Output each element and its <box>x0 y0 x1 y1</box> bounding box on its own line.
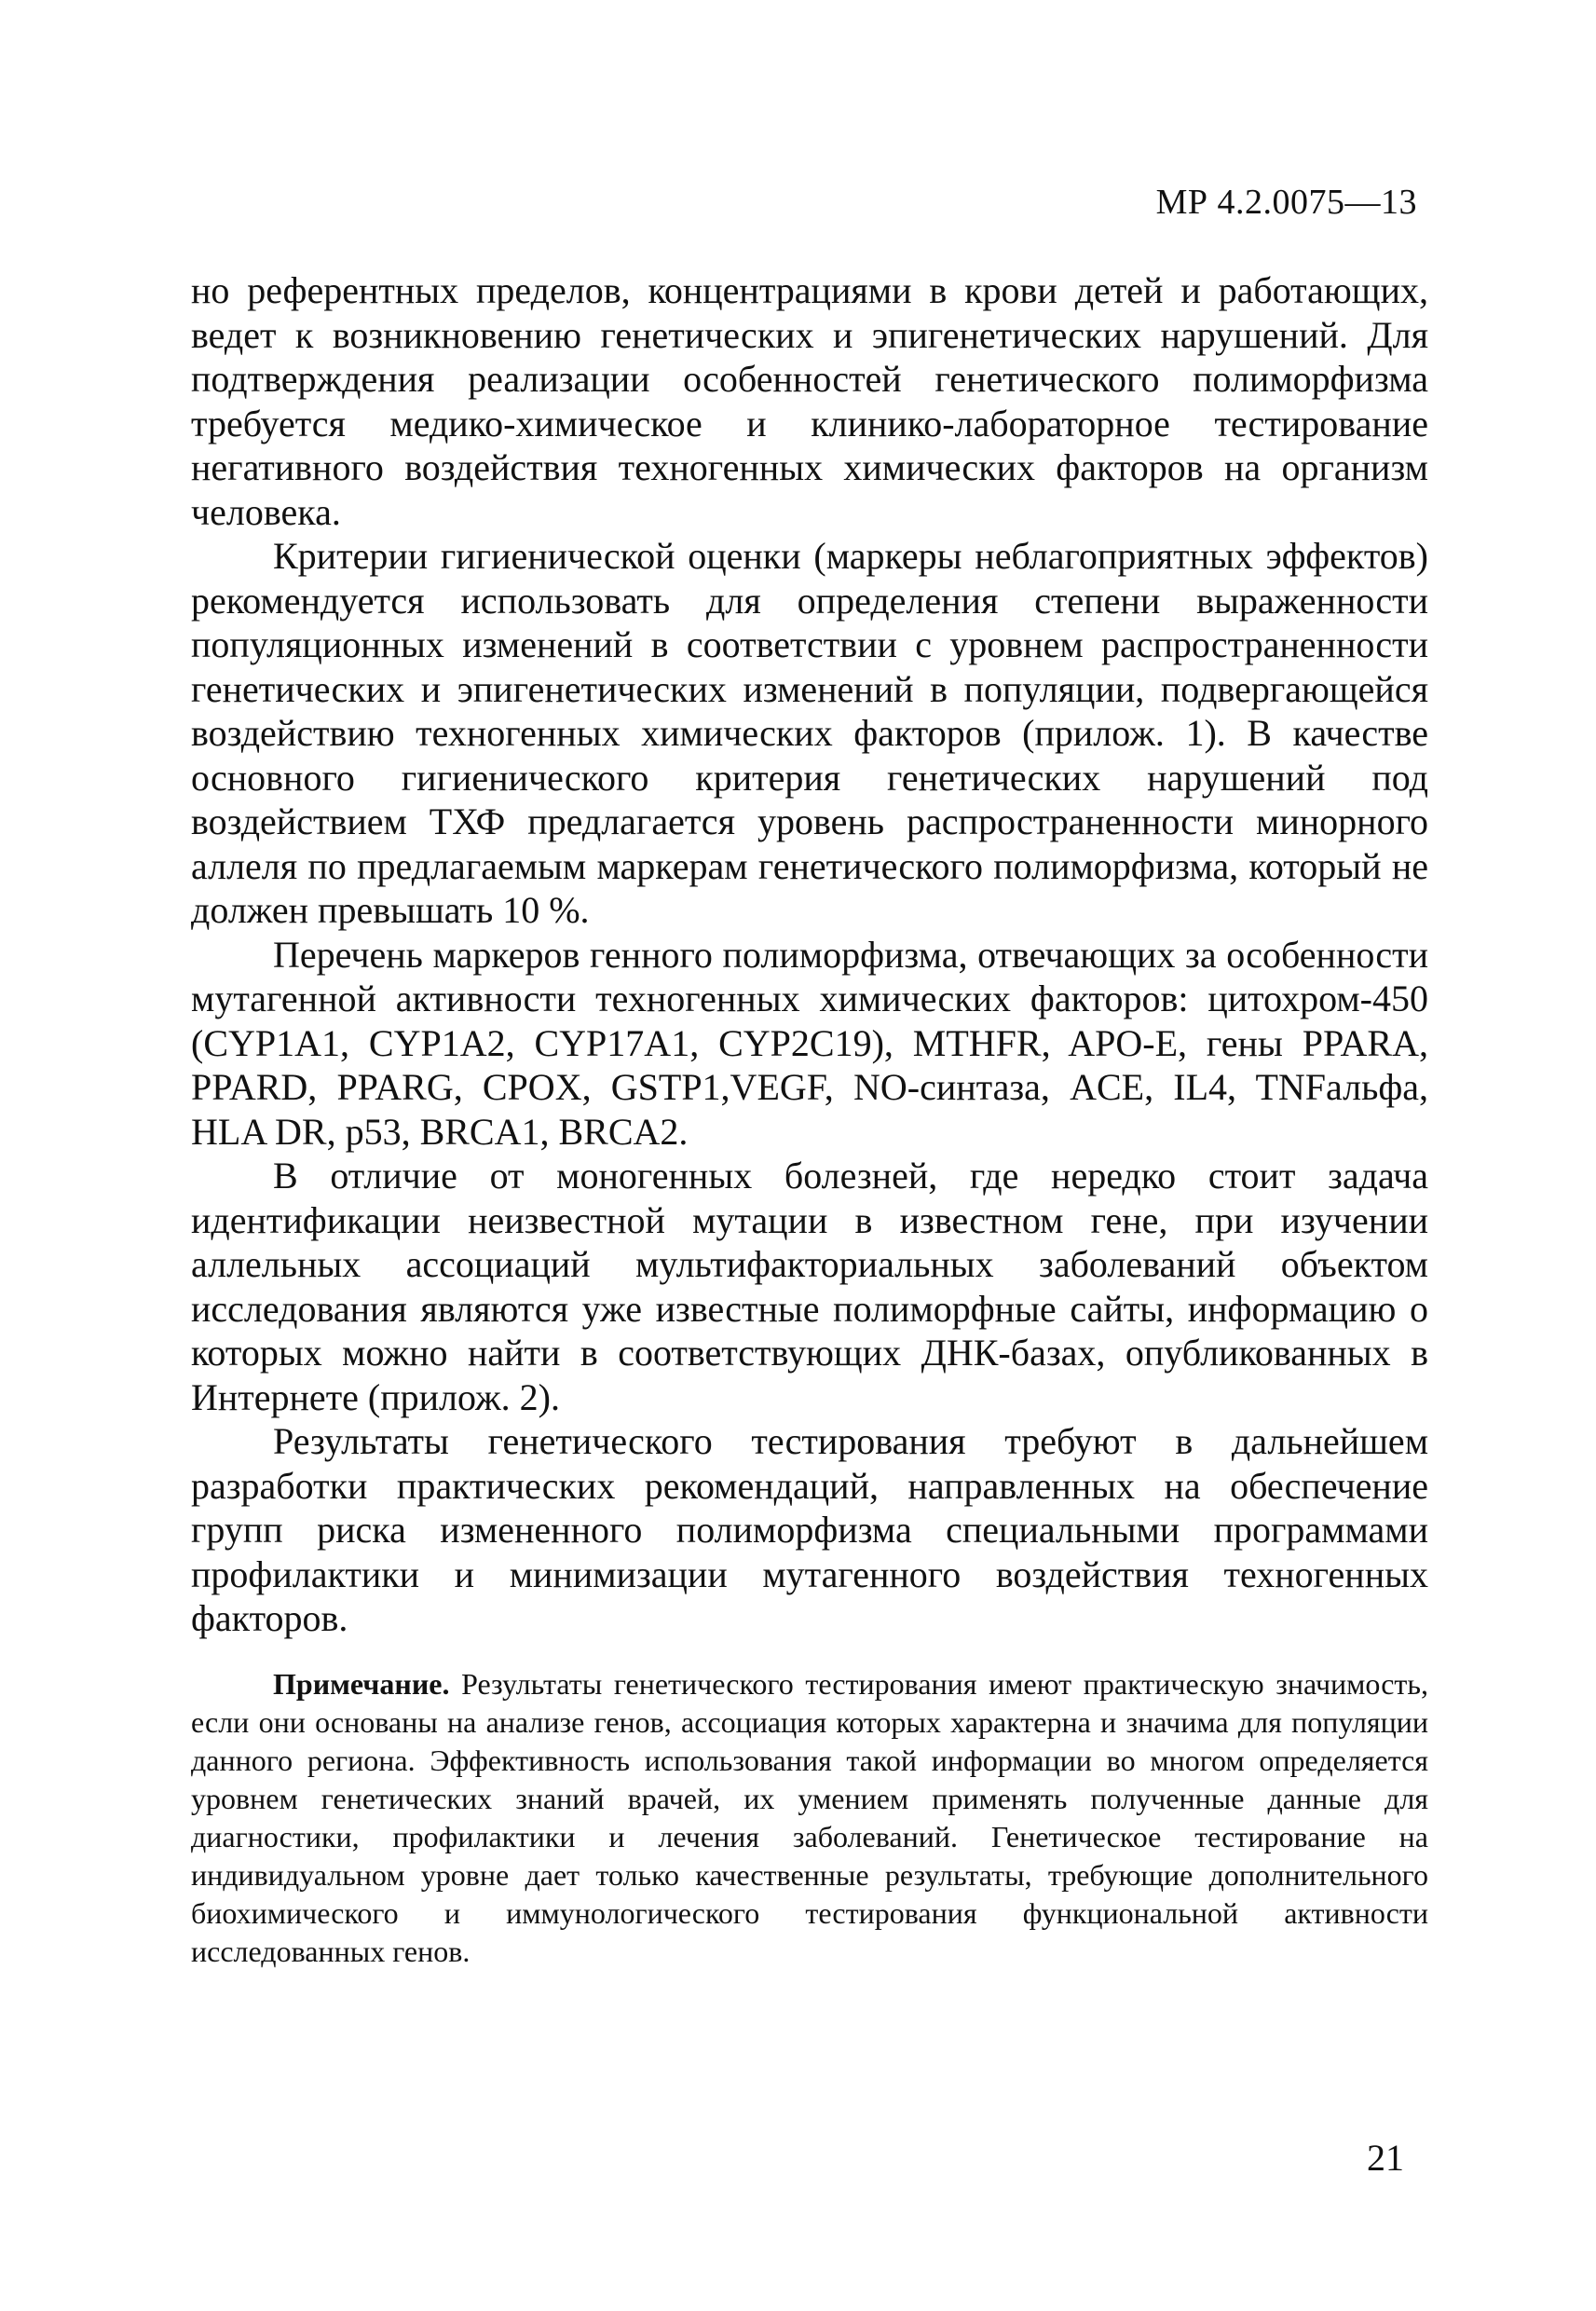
page-number: 21 <box>1367 2137 1404 2179</box>
note <box>191 1665 1428 1971</box>
note-label: Примечание. <box>273 1666 450 1701</box>
paragraph-continuation: но референтных пределов, концентрациями в крови детей и работающих, ведет к возникновению генетических и эпигенетических нарушений. Для подтверждения реализации особенностей генетического полиморфизма требуется медико-химическое и клинико-лабораторное тестирование негативного воздействия техногенных химических факторов на организм человека. <box>191 269 1428 533</box>
paragraph-results: Результаты генетического тестирования требуют в дальнейшем разработки практических рекомендаций, направленных на обеспечение групп риска измененного полиморфизма специальными программами профилактики и минимизации мутагенного воздействия техногенных факторов. <box>191 1420 1428 1639</box>
paragraph-monogenic: В отличие от моногенных болезней, где нередко стоит задача идентификации неизвестной мутации в известном гене, при изучении аллельных ассоциаций мультифакториальных заболеваний объектом исследования являются уже известные полиморфные сайты, информацию о которых можно найти в соответствующих ДНК-базах, опубликованных в Интернете (прилож. 2). <box>191 1155 1428 1418</box>
body-text <box>191 268 1428 1971</box>
paragraph-criteria: Критерии гигиенической оценки (маркеры неблагоприятных эффектов) рекомендуется использовать для определения степени выраженности популяционных изменений в соответствии с уровнем распространенности генетических и эпигенетических изменений в популяции, подвергающейся воздействию техногенных химических факторов (прилож. 1). В качестве основного гигиенического критерия генетических нарушений под воздействием ТХФ предлагается уровень распространенности минорного аллеля по предлагаемым маркерам генетического полиморфизма, который не должен превышать 10 %. <box>191 535 1428 931</box>
paragraph-markers-list: Перечень маркеров генного полиморфизма, отвечающих за особенности мутагенной активности техногенных химических факторов: цитохром-450 (CYP1A1, CYP1A2, CYP17A1, CYP2C19), MTHFR, APO-E, гены PPARA, PPARD, PPARG, CPOX, GSTP1,VEGF, NO-синтаза, ACE, IL4, TNFальфа, HLA DR, p53, BRCA1, BRCA2. <box>191 933 1428 1153</box>
note-text: Результаты генетического тестирования имеют практическую значимость, если они основаны на анализе генов, ассоциация которых характерна и значима для популяции данного региона. Эффективность использования такой информации во многом определяется уровнем генетических знаний врачей, их умением применять полученные данные для диагностики, профилактики и лечения заболеваний. Генетическое тестирование на индивидуальном уровне дает только качественные результаты, требующие дополнительного биохимического и иммунологического тестирования функциональной активности исследованных генов. <box>191 1666 1428 1968</box>
document-code: МР 4.2.0075—13 <box>1155 183 1417 222</box>
